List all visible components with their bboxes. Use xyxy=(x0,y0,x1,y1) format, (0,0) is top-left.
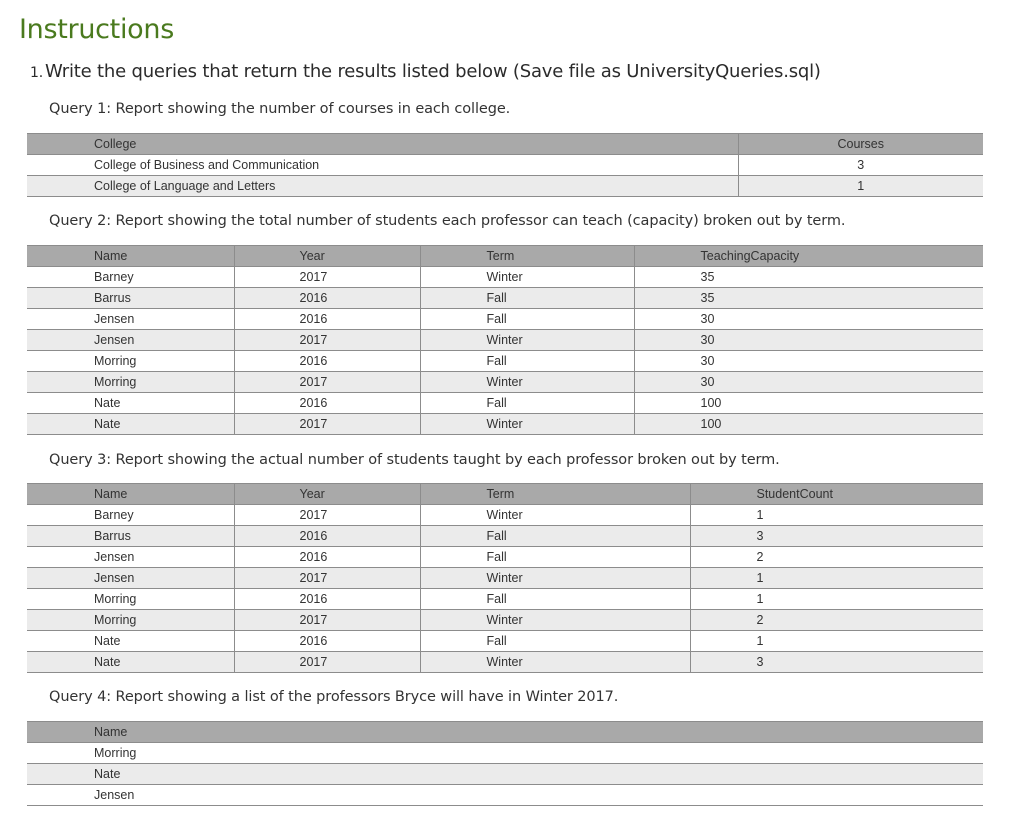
column-header-term: Term xyxy=(420,484,690,505)
table-row xyxy=(27,267,983,288)
step-text: Write the queries that return the results listed below (Save file as UniversityQueries.sql) xyxy=(44,61,821,82)
table-row xyxy=(27,610,983,631)
name-cell: Morring xyxy=(27,610,234,631)
name-cell: Jensen xyxy=(27,309,234,330)
year-cell: 2016 xyxy=(234,393,420,414)
name-cell: Barrus xyxy=(27,288,234,309)
term-cell: Winter xyxy=(420,414,634,435)
name-cell: Morring xyxy=(27,589,234,610)
name-cell: Nate xyxy=(27,652,234,673)
student-count-cell: 2 xyxy=(690,610,983,631)
courses-cell: 3 xyxy=(738,155,983,176)
college-cell: College of Business and Communication xyxy=(27,155,738,176)
table-row xyxy=(27,631,983,652)
table-row xyxy=(27,351,983,372)
step-instruction xyxy=(30,59,821,86)
teaching-capacity-cell: 100 xyxy=(634,414,983,435)
year-cell: 2017 xyxy=(234,414,420,435)
table-row xyxy=(27,330,983,351)
page-title: Instructions xyxy=(19,14,174,45)
term-cell: Winter xyxy=(420,652,690,673)
year-cell: 2017 xyxy=(234,372,420,393)
table-header-row xyxy=(27,134,983,155)
term-cell: Winter xyxy=(420,568,690,589)
teaching-capacity-cell: 30 xyxy=(634,309,983,330)
table-row xyxy=(27,505,983,526)
column-header-name: Name xyxy=(27,722,983,743)
table-row xyxy=(27,589,983,610)
student-count-cell: 2 xyxy=(690,547,983,568)
table-row xyxy=(27,372,983,393)
year-cell: 2017 xyxy=(234,505,420,526)
table-row xyxy=(27,414,983,435)
query-3-table xyxy=(27,483,983,673)
table-row xyxy=(27,547,983,568)
term-cell: Winter xyxy=(420,267,634,288)
year-cell: 2017 xyxy=(234,267,420,288)
term-cell: Winter xyxy=(420,372,634,393)
college-cell: College of Language and Letters xyxy=(27,176,738,197)
teaching-capacity-cell: 35 xyxy=(634,288,983,309)
table-row xyxy=(27,652,983,673)
column-header-college: College xyxy=(27,134,738,155)
name-cell: Nate xyxy=(27,764,983,785)
name-cell: Barney xyxy=(27,267,234,288)
term-cell: Winter xyxy=(420,505,690,526)
name-cell: Jensen xyxy=(27,547,234,568)
year-cell: 2017 xyxy=(234,330,420,351)
year-cell: 2017 xyxy=(234,610,420,631)
teaching-capacity-cell: 100 xyxy=(634,393,983,414)
name-cell: Nate xyxy=(27,631,234,652)
term-cell: Fall xyxy=(420,631,690,652)
teaching-capacity-cell: 30 xyxy=(634,372,983,393)
query-4-label: Query 4: Report showing a list of the professors Bryce will have in Winter 2017. xyxy=(49,689,619,705)
year-cell: 2016 xyxy=(234,288,420,309)
student-count-cell: 1 xyxy=(690,568,983,589)
table-header-row xyxy=(27,722,983,743)
table-row xyxy=(27,526,983,547)
year-cell: 2017 xyxy=(234,568,420,589)
table-row xyxy=(27,155,983,176)
year-cell: 2016 xyxy=(234,547,420,568)
year-cell: 2016 xyxy=(234,526,420,547)
term-cell: Fall xyxy=(420,547,690,568)
term-cell: Fall xyxy=(420,526,690,547)
query-2-label: Query 2: Report showing the total number of students each professor can teach (capacity) broken out by term. xyxy=(49,213,846,229)
teaching-capacity-cell: 30 xyxy=(634,330,983,351)
term-cell: Fall xyxy=(420,351,634,372)
term-cell: Fall xyxy=(420,309,634,330)
table-row xyxy=(27,288,983,309)
query-1-table xyxy=(27,133,983,197)
name-cell: Morring xyxy=(27,372,234,393)
column-header-courses: Courses xyxy=(738,134,983,155)
name-cell: Nate xyxy=(27,414,234,435)
term-cell: Fall xyxy=(420,288,634,309)
table-header-row xyxy=(27,484,983,505)
table-row xyxy=(27,176,983,197)
table-row xyxy=(27,743,983,764)
student-count-cell: 3 xyxy=(690,652,983,673)
column-header-name: Name xyxy=(27,246,234,267)
teaching-capacity-cell: 35 xyxy=(634,267,983,288)
column-header-year: Year xyxy=(234,484,420,505)
courses-cell: 1 xyxy=(738,176,983,197)
year-cell: 2016 xyxy=(234,631,420,652)
query-3-label: Query 3: Report showing the actual number of students taught by each professor broken out by term. xyxy=(49,452,780,468)
table-row xyxy=(27,393,983,414)
table-header-row xyxy=(27,246,983,267)
column-header-year: Year xyxy=(234,246,420,267)
table-row xyxy=(27,309,983,330)
name-cell: Jensen xyxy=(27,568,234,589)
name-cell: Jensen xyxy=(27,330,234,351)
query-2-table xyxy=(27,245,983,435)
name-cell: Jensen xyxy=(27,785,983,806)
year-cell: 2016 xyxy=(234,309,420,330)
year-cell: 2016 xyxy=(234,589,420,610)
name-cell: Barrus xyxy=(27,526,234,547)
column-header-name: Name xyxy=(27,484,234,505)
year-cell: 2017 xyxy=(234,652,420,673)
name-cell: Morring xyxy=(27,351,234,372)
teaching-capacity-cell: 30 xyxy=(634,351,983,372)
query-1-label: Query 1: Report showing the number of courses in each college. xyxy=(49,101,511,117)
query-4-table xyxy=(27,721,983,806)
term-cell: Fall xyxy=(420,589,690,610)
student-count-cell: 1 xyxy=(690,589,983,610)
term-cell: Winter xyxy=(420,330,634,351)
student-count-cell: 1 xyxy=(690,631,983,652)
term-cell: Fall xyxy=(420,393,634,414)
term-cell: Winter xyxy=(420,610,690,631)
table-row xyxy=(27,764,983,785)
year-cell: 2016 xyxy=(234,351,420,372)
student-count-cell: 3 xyxy=(690,526,983,547)
step-number: 1. xyxy=(30,65,43,81)
column-header-term: Term xyxy=(420,246,634,267)
name-cell: Barney xyxy=(27,505,234,526)
name-cell: Morring xyxy=(27,743,983,764)
student-count-cell: 1 xyxy=(690,505,983,526)
table-row xyxy=(27,785,983,806)
column-header-teaching-capacity: TeachingCapacity xyxy=(634,246,983,267)
column-header-student-count: StudentCount xyxy=(690,484,983,505)
table-row xyxy=(27,568,983,589)
name-cell: Nate xyxy=(27,393,234,414)
